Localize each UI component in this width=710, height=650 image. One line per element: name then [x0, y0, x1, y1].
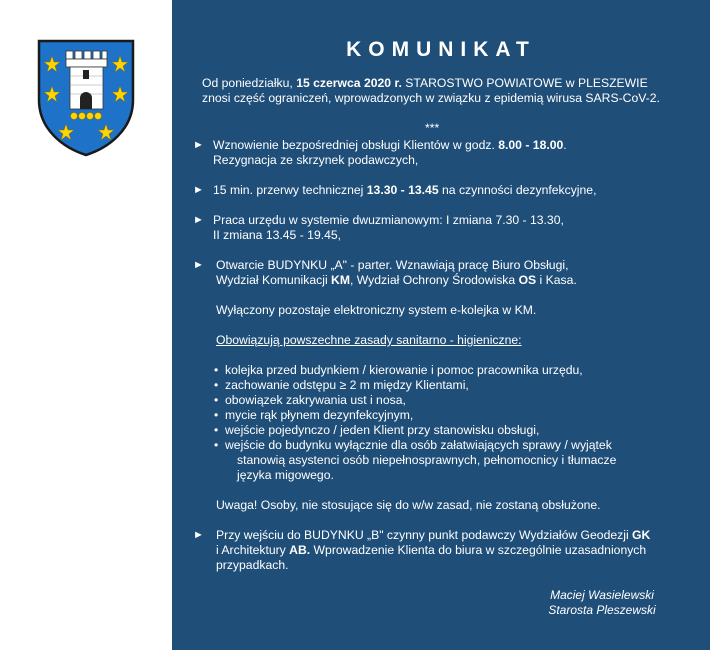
rule-item: wejście pojedynczo / jeden Klient przy stanowisku obsługi,: [225, 423, 540, 437]
arrow-icon: ►: [193, 214, 204, 226]
rule-item: kolejka przed budynkiem / kierowanie i pomoc pracownika urzędu,: [225, 363, 583, 377]
bullet-icon: •: [214, 363, 219, 377]
bullet-icon: •: [214, 438, 219, 452]
bullet-icon: •: [214, 378, 219, 392]
arrow-icon: ►: [193, 139, 204, 151]
item-1-line-2: Rezygnacja ze skrzynek podawczych,: [213, 153, 419, 167]
item-5-line-1: Przy wejściu do BUDYNKU „B" czynny punkt podawczy Wydziałów Geodezji GK: [216, 528, 651, 542]
item-4-line-1: Otwarcie BUDYNKU „A" - parter. Wznawiają pracę Biuro Obsługi,: [216, 258, 569, 272]
warning-note: Uwaga! Osoby, nie stosujące się do w/w zasad, nie zostaną obsłużone.: [216, 498, 601, 512]
bullet-icon: •: [214, 408, 219, 422]
item-2-line-1: 15 min. przerwy technicznej 13.30 - 13.45 na czynności dezynfekcyjne,: [213, 183, 597, 197]
coat-of-arms-logo: [36, 38, 136, 158]
bullet-icon: •: [214, 423, 219, 437]
arrow-icon: ►: [193, 184, 204, 196]
arrow-icon: ►: [193, 529, 204, 541]
rule-item: mycie rąk płynem dezynfekcyjnym,: [225, 408, 414, 422]
signature-name: Maciej Wasielewski: [550, 588, 654, 602]
tower-icon: [66, 51, 107, 109]
intro-line-2: znosi część ograniczeń, wprowadzonych w związku z epidemią wirusa SARS-CoV-2.: [202, 91, 660, 105]
signature-role: Starosta Pleszewski: [548, 603, 656, 617]
rules-heading: Obowiązują powszechne zasady sanitarno - higieniczne:: [216, 333, 522, 347]
rule-item-continuation: stanowią asystenci osób niepełnosprawnych, pełnomocnicy i tłumacze: [237, 453, 617, 467]
item-3-line-1: Praca urzędu w systemie dwuzmianowym: I zmiana 7.30 - 13.30,: [213, 213, 564, 227]
ekolejka-note: Wyłączony pozostaje elektroniczny system e-kolejka w KM.: [216, 303, 537, 317]
rule-item: obowiązek zakrywania ust i nosa,: [225, 393, 406, 407]
item-5-line-3: przypadkach.: [216, 558, 289, 572]
item-1-line-1: Wznowienie bezpośredniej obsługi Klientów w godz. 8.00 - 18.00.: [213, 138, 567, 152]
bullet-icon: •: [214, 393, 219, 407]
separator: ***: [425, 121, 440, 135]
item-3-line-2: II zmiana 13.45 - 19.45,: [213, 228, 342, 242]
rule-item: wejście do budynku wyłącznie dla osób załatwiających sprawy / wyjątek: [225, 438, 612, 452]
item-4-line-2: Wydział Komunikacji KM, Wydział Ochrony Środowiska OS i Kasa.: [216, 273, 577, 287]
intro-line-1: Od poniedziałku, 15 czerwca 2020 r. STAROSTWO POWIATOWE w PLESZEWIE: [202, 76, 648, 90]
item-5-line-2: i Architektury AB. Wprowadzenie Klienta do biura w szczególnie uzasadnionych: [216, 543, 647, 557]
page-title: KOMUNIKAT: [346, 38, 536, 61]
announcement-panel: [172, 0, 710, 650]
rule-item-continuation: języka migowego.: [237, 468, 334, 482]
arrow-icon: ►: [193, 259, 204, 271]
rule-item: zachowanie odstępu ≥ 2 m między Klientami,: [225, 378, 469, 392]
